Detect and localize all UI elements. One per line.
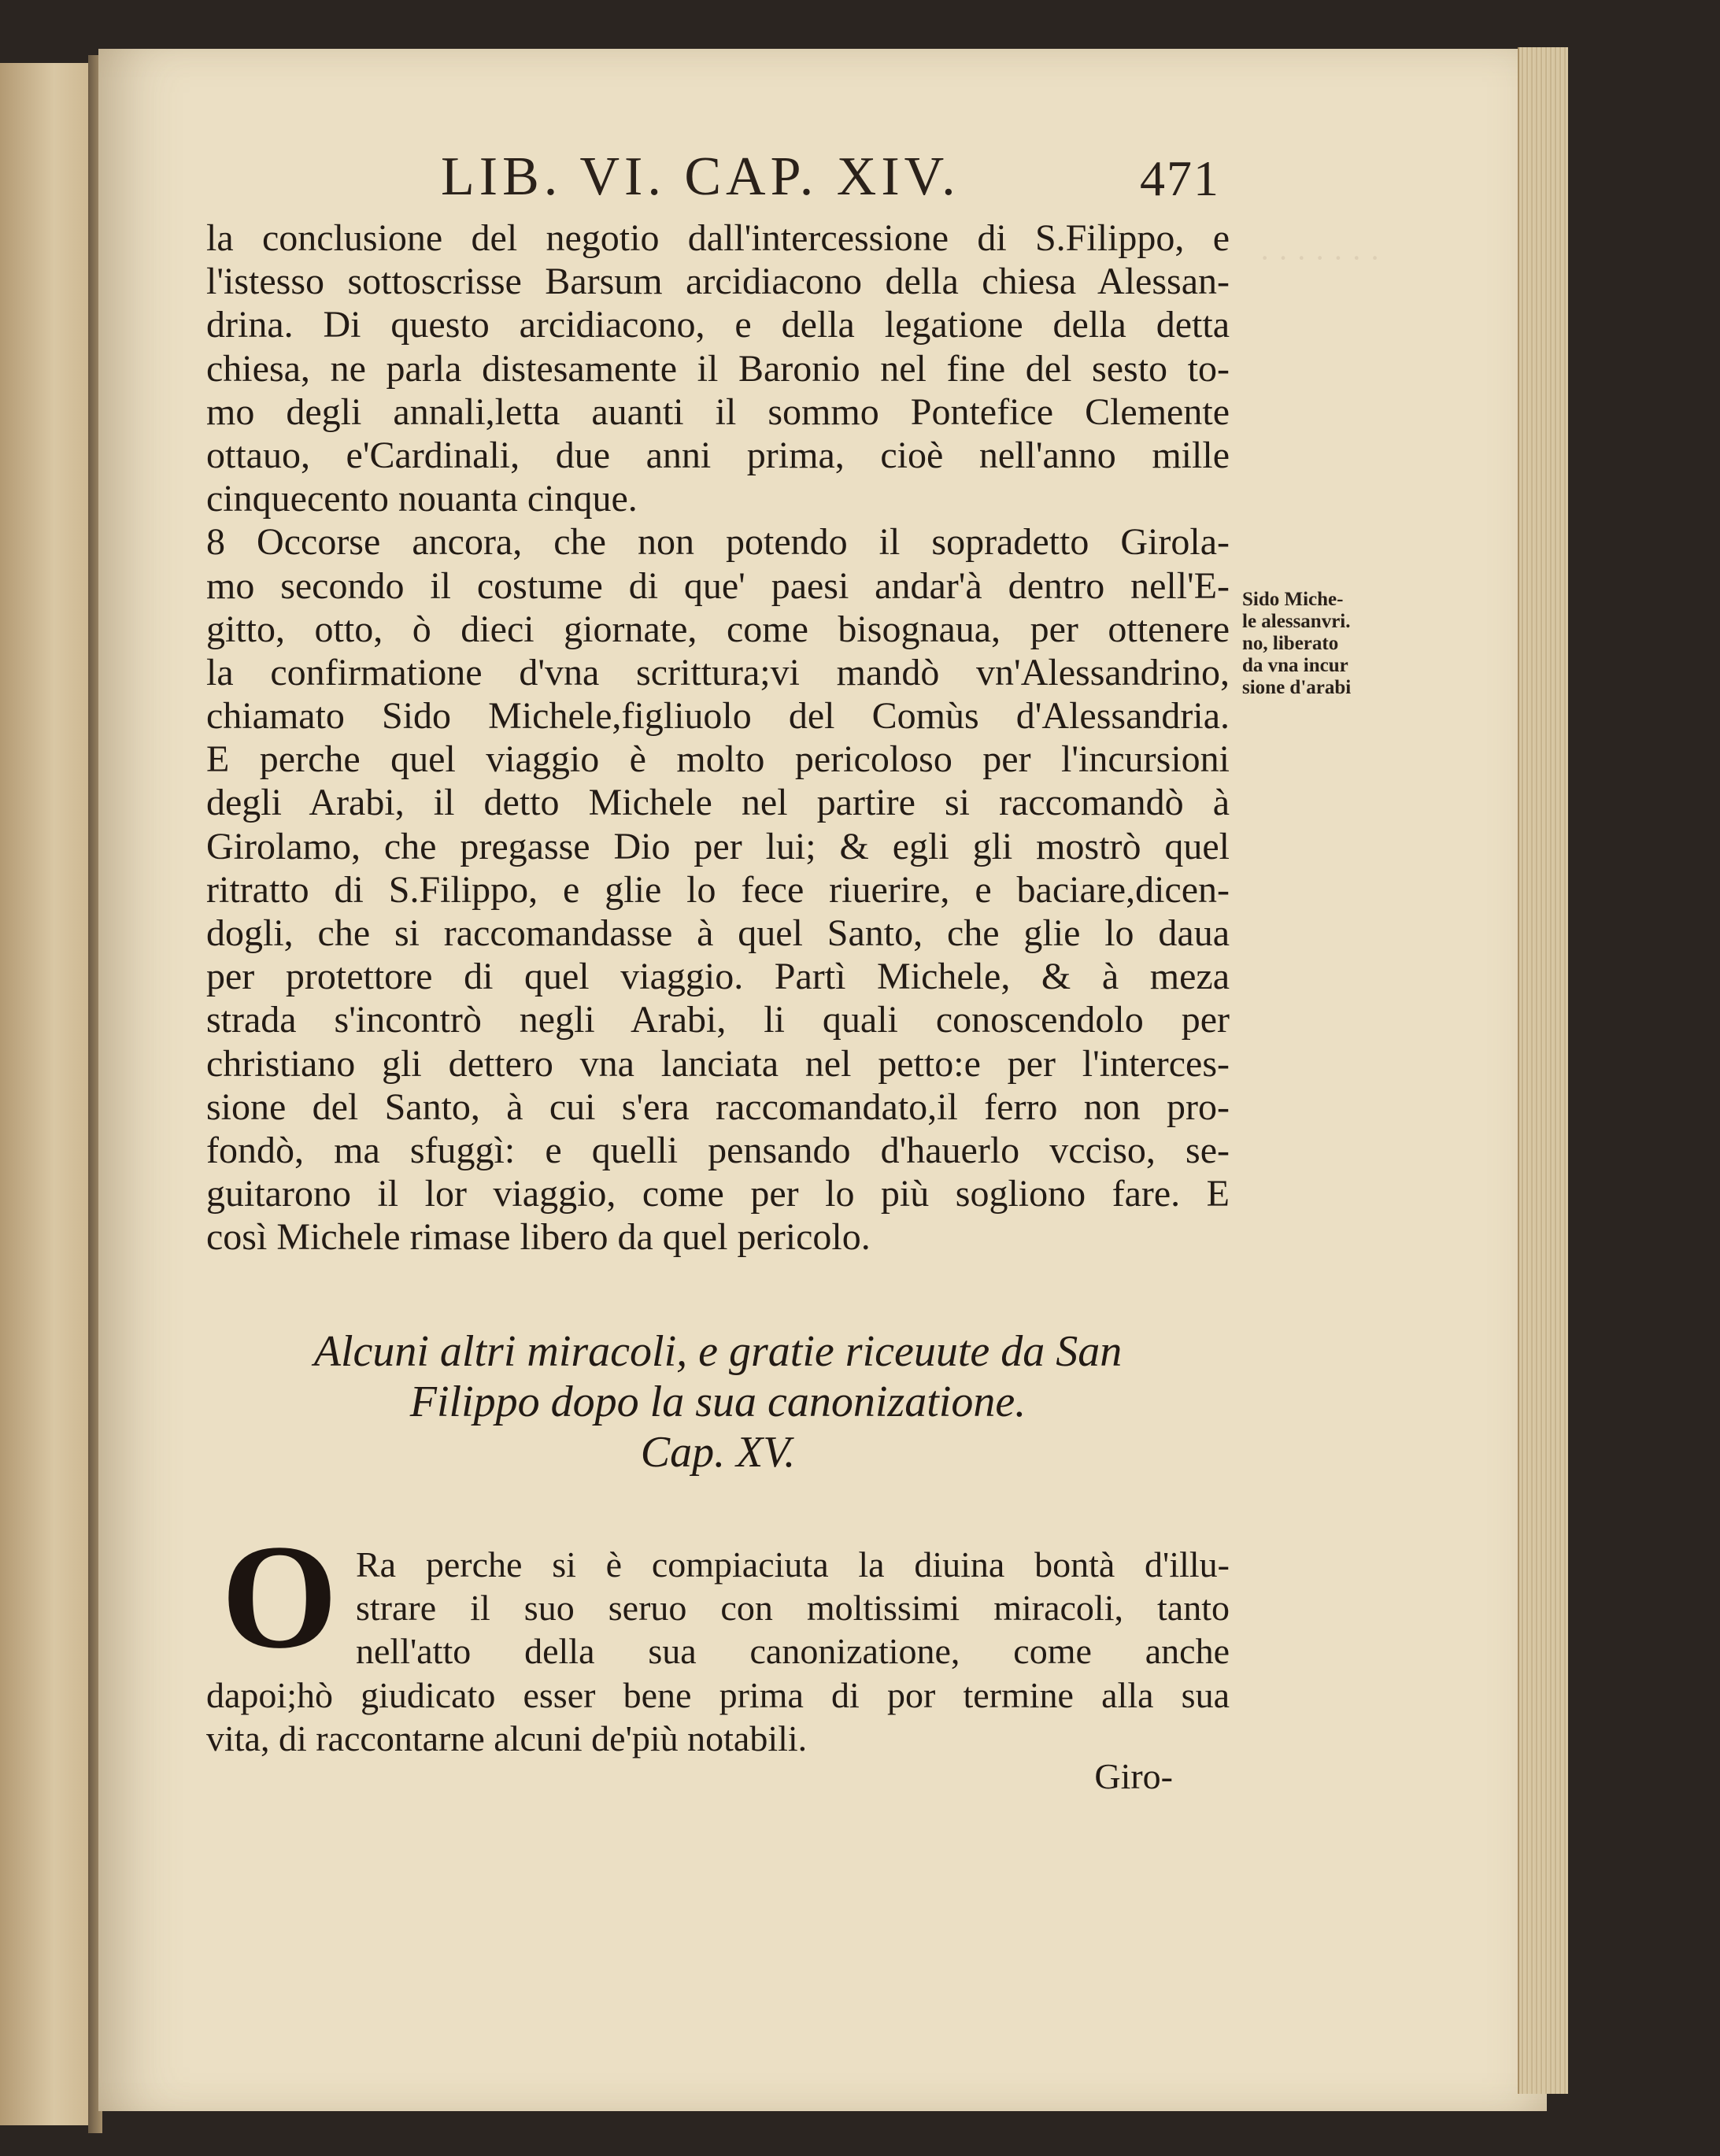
text-line: degli Arabi, il detto Michele nel partire si raccomandò à — [206, 782, 1230, 824]
text-line: dogli, che si raccomandasse à quel Santo, che glie lo daua — [206, 912, 1230, 954]
text-line: per protettore di quel viaggio. Partì Michele, & à meza — [206, 956, 1230, 998]
text-line: nell'atto della sua canonizatione, come anche — [356, 1631, 1230, 1672]
chapter-number: Cap. XV. — [640, 1428, 796, 1477]
drop-cap: O — [221, 1514, 338, 1680]
body-text — [206, 216, 1230, 1259]
page-number: 471 — [1140, 150, 1220, 206]
chapter-heading-line: Alcuni altri miracoli, e gratie riceuute da San — [313, 1327, 1123, 1376]
margin-note-line: no, liberato — [1242, 633, 1339, 654]
text-line: christiano gli dettero vna lanciata nel petto:e per l'interces- — [206, 1042, 1230, 1085]
text-line: sione del Santo, à cui s'era raccomandato,il ferro non pro- — [206, 1085, 1230, 1128]
margin-note — [1242, 589, 1388, 699]
text-line: cinquecento nouanta cinque. — [206, 478, 638, 520]
text-line: mo secondo il costume di que' paesi andar'à dentro nell'E- — [206, 564, 1230, 607]
text-line: così Michele rimase libero da quel pericolo. — [206, 1216, 871, 1259]
text-line: strare il suo seruo con moltissimi miracoli, tanto — [356, 1588, 1230, 1629]
chapter-heading-line: Filippo dopo la sua canonizatione. — [409, 1378, 1026, 1426]
chapter-body — [206, 1514, 1230, 1760]
margin-note-line: da vna incur — [1242, 655, 1348, 676]
chapter-heading — [206, 1326, 1230, 1477]
catchword: Giro- — [1094, 1756, 1173, 1796]
text-line: mo degli annali,letta auanti il sommo Pontefice Clemente — [206, 390, 1230, 433]
text-line: 8 Occorse ancora, che non potendo il sopradetto Girola- — [206, 521, 1230, 564]
text-line: Girolamo, che pregasse Dio per lui; & egli gli mostrò quel — [206, 825, 1230, 867]
page-edges — [1518, 47, 1568, 2094]
margin-note-line: sione d'arabi — [1242, 677, 1352, 698]
margin-note-line: le alessanvri. — [1242, 611, 1351, 632]
running-header — [441, 146, 1220, 216]
text-line: l'istesso sottoscrisse Barsum arcidiacono della chiesa Alessan- — [206, 261, 1230, 303]
text-line: ottauo, e'Cardinali, due anni prima, cioè nell'anno mille — [206, 434, 1230, 476]
text-line: la conclusione del negotio dall'intercessione di S.Filippo, e — [206, 217, 1230, 259]
text-line: gitto, otto, ò dieci giornate, come bisognaua, per ottenere — [206, 608, 1230, 650]
text-line: vita, di raccontarne alcuni de'più notabili. — [206, 1718, 808, 1758]
margin-note-line: Sido Miche- — [1242, 589, 1344, 610]
text-line: ritratto di S.Filippo, e glie lo fece riuerire, e baciare,dicen- — [206, 868, 1230, 911]
header-title: LIB. VI. CAP. XIV. — [441, 146, 960, 207]
text-line: fondò, ma sfuggì: e quelli pensando d'hauerlo vcciso, se- — [206, 1129, 1230, 1171]
text-line: guitarono il lor viaggio, come per lo più sogliono fare. E — [206, 1173, 1230, 1215]
text-line: drina. Di questo arcidiacono, e della legatione della detta — [206, 304, 1230, 346]
text-line: chiamato Sido Michele,figliuolo del Comùs d'Alessandria. — [206, 695, 1230, 738]
text-line: strada s'incontrò negli Arabi, li quali conoscendolo per — [206, 999, 1230, 1041]
text-line: la confirmatione d'vna scrittura;vi mandò vn'Alessandrino, — [206, 651, 1230, 693]
left-page-edge — [0, 63, 93, 2125]
text-line: Ra perche si è compiaciuta la diuina bontà d'illu- — [356, 1544, 1230, 1585]
text-line: E perche quel viaggio è molto pericoloso per l'incursioni — [206, 738, 1230, 781]
text-line: dapoi;hò giudicato esser bene prima di por termine alla sua — [206, 1674, 1230, 1715]
text-line: chiesa, ne parla distesamente il Baronio nel fine del sesto to- — [206, 347, 1230, 390]
